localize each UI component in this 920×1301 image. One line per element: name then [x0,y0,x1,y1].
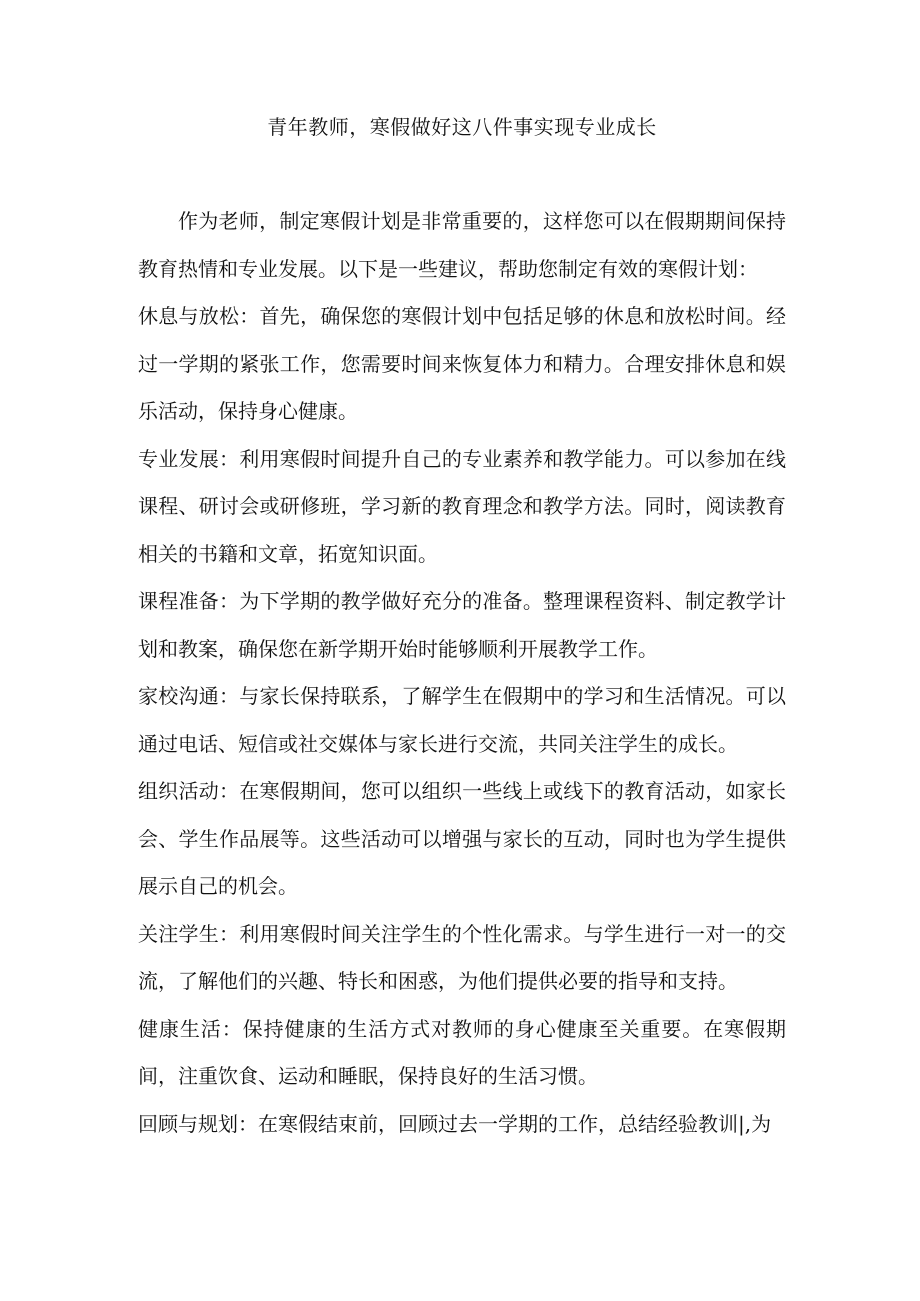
paragraph-rest-relax: 休息与放松：首先，确保您的寒假计划中包括足够的休息和放松时间。经过一学期的紧张工作，您需要时间来恢复体力和精力。合理安排休息和娱乐活动，保持身心健康。 [138,304,786,423]
paragraph-review-planning: 回顾与规划：在寒假结束前，回顾过去一学期的工作，总结经验教训|,为 [138,1111,772,1136]
paragraph-home-school-communication: 家校沟通：与家长保持联系，了解学生在假期中的学习和生活情况。可以通过电话、短信或社交媒体与家长进行交流，共同关注学生的成长。 [138,684,786,756]
intro-paragraph: 作为老师，制定寒假计划是非常重要的，这样您可以在假期期间保持教育热情和专业发展。以下是一些建议，帮助您制定有效的寒假计划： [138,209,786,281]
paragraph-healthy-living: 健康生活：保持健康的生活方式对教师的身心健康至关重要。在寒假期间，注重饮食、运动和睡眠，保持良好的生活习惯。 [138,1016,786,1088]
paragraph-professional-development: 专业发展：利用寒假时间提升自己的专业素养和教学能力。可以参加在线课程、研讨会或研修班，学习新的教育理念和教学方法。同时，阅读教育相关的书籍和文章，拓宽知识面。 [138,446,786,566]
document-body [138,198,786,1148]
paragraph-course-preparation: 课程准备：为下学期的教学做好充分的准备。整理课程资料、制定教学计划和教案，确保您在新学期开始时能够顺利开展教学工作。 [138,589,786,661]
document-title: 青年教师，寒假做好这八件事实现专业成长 [267,115,657,139]
paragraph-focus-students: 关注学生：利用寒假时间关注学生的个性化需求。与学生进行一对一的交流，了解他们的兴趣、特长和困惑，为他们提供必要的指导和支持。 [138,921,786,993]
paragraph-organize-activities: 组织活动：在寒假期间，您可以组织一些线上或线下的教育活动，如家长会、学生作品展等。这些活动可以增强与家长的互动，同时也为学生提供展示自己的机会。 [138,779,786,898]
